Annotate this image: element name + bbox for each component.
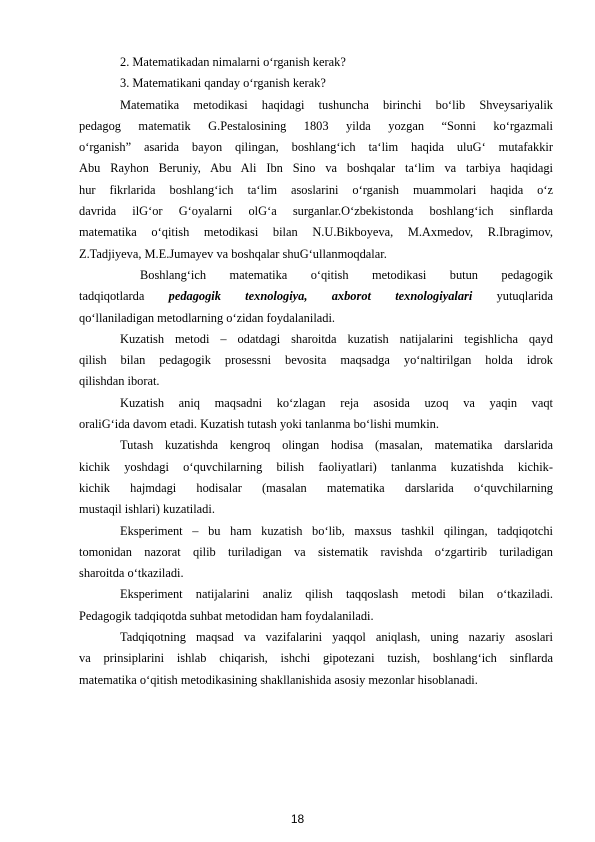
text-fragment: tadqiqotlarda: [79, 289, 145, 304]
text-line: pedagog matematik G.Pestalosining 1803 yilda yozgan “Sonni ko‘rgazmali: [79, 118, 553, 133]
text-line: oraliG‘ida davom etadi. Kuzatish tutash yoki tanlanma bo‘lishi mumkin.: [79, 417, 439, 432]
page-body: [79, 52, 553, 691]
text-line: kichik hajmdagi hodisalar (masalan matematika darslarida o‘quvchilarning: [79, 480, 553, 495]
text-line: Kuzatish aniq maqsadni ko‘zlagan reja asosida uzoq va yaqin vaqt: [120, 395, 553, 410]
text-line: mustaqil ishlari) kuzatiladi.: [79, 502, 215, 517]
text-line: Abu Rayhon Beruniy, Abu Ali Ibn Sino va boshqalar ta‘lim va tarbiya haqidagi: [79, 161, 553, 176]
text-fragment: yutuqlarida: [496, 289, 553, 304]
text-line: qilish bilan pedagogik prosessni bevosita maqsadga yo‘naltirilgan holda idrok: [79, 353, 553, 368]
text-line: qo‘llaniladigan metodlarning o‘zidan foydalaniladi.: [79, 310, 335, 325]
text-line: Tutash kuzatishda kengroq olingan hodisa (masalan, matematika darslarida: [120, 438, 553, 453]
text-line: Z.Tadjiyeva, M.E.Jumayev va boshqalar shuG‘ullanmoqdalar.: [79, 246, 387, 261]
text-line: va prinsiplarini ishlab chiqarish, ishchi gipotezani tuzish, boshlang‘ich sinflarda: [79, 651, 553, 666]
text-line: Boshlang‘ich matematika o‘qitish metodikasi butun pedagogik: [140, 267, 553, 282]
text-line: matematika o‘qitish metodikasi bilan N.U.Bikboyeva, M.Axmedov, R.Ibragimov,: [79, 225, 553, 240]
text-line: kichik yoshdagi o‘quvchilarning bilish faoliyatlari) tanlanma kuzatishda kichik-: [79, 459, 553, 474]
text-line: Pedagogik tadqiqotda suhbat metodidan ham foydalaniladi.: [79, 608, 374, 623]
text-line: [79, 286, 553, 307]
text-line: Eksperiment – bu ham kuzatish bo‘lib, maxsus tashkil qilingan, tadqiqotchi: [120, 523, 553, 538]
page-number: 18: [290, 812, 305, 826]
text-line: o‘rganish” asarida bayon qilingan, boshlang‘ich ta‘lim haqida uluG‘ mutafakkir: [79, 140, 553, 155]
text-line: Kuzatish metodi – odatdagi sharoitda kuzatish natijalarini tegishlicha qayd: [120, 331, 553, 346]
text-line: sharoitda o‘tkaziladi.: [79, 566, 184, 581]
text-line: Matematika metodikasi haqidagi tushuncha birinchi bo‘lib Shveysariyalik: [120, 97, 553, 112]
text-line: hur fikrlarida boshlang‘ich ta‘lim asoslarini o‘rganish muammolari haqida o‘z: [79, 182, 553, 197]
text-line: davrida ilG‘or G‘oyalarni olG‘a surganlar.O‘zbekistonda boshlang‘ich sinflarda: [79, 204, 553, 219]
text-line: tomonidan nazorat qilib turiladigan va sistematik ravishda o‘zgartirib turiladigan: [79, 544, 553, 559]
emphasized-text: pedagogik texnologiya, axborot texnologiyalari: [168, 289, 473, 304]
text-line: matematika o‘qitish metodikasining shakllanishida asosiy mezonlar hisoblanadi.: [79, 672, 478, 687]
text-line: 2. Matematikadan nimalarni o‘rganish kerak?: [120, 55, 346, 69]
text-line: 3. Matematikani qanday o‘rganish kerak?: [120, 76, 326, 91]
text-line: qilishdan iborat.: [79, 374, 160, 389]
text-line: Tadqiqotning maqsad va vazifalarini yaqqol aniqlash, uning nazariy asoslari: [120, 630, 553, 645]
text-line: Eksperiment natijalarini analiz qilish taqqoslash metodi bilan o‘tkaziladi.: [120, 587, 553, 602]
